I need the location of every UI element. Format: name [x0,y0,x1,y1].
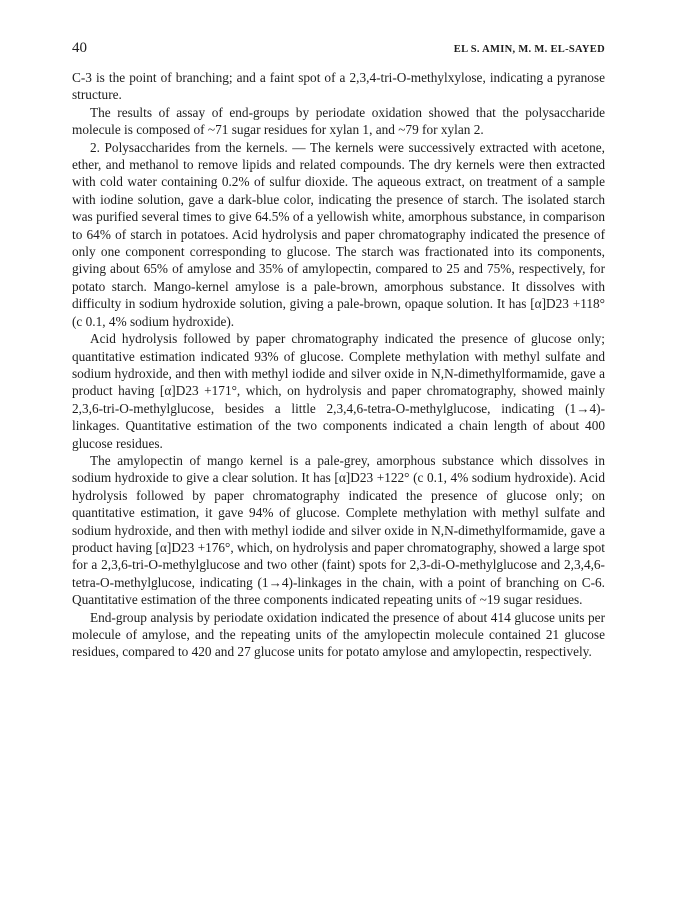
paragraph-continuation: C-3 is the point of branching; and a faint spot of a 2,3,4-tri-O-methylxylose, indicating a pyranose structure. [72,70,605,103]
paragraph-amylose-hydrolysis: Acid hydrolysis followed by paper chromatography indicated the presence of glucose only; quantitative estimation indicated 93% of glucose. Complete methylation with methyl sulfate and sodium hydroxide, and then with methyl iodide and silver oxide in N,N-dimethylformamide, gave a product having [α]D23 +171°, which, on hydrolysis and paper chromatography, showed mainly 2,3,6-tri-O-methylglucose, besides a little 2,3,4,6-tetra-O-methylglucose, indicating (1→4)-linkages. Quantitative estimation of the two components indicated a chain length of about 400 glucose residues. [72,331,605,451]
page-number: 40 [72,40,87,56]
running-head: EL S. AMIN, M. M. EL-SAYED [453,44,605,55]
paragraph-kernel-polysaccharides: 2. Polysaccharides from the kernels. — The kernels were successively extracted with acetone, ether, and methanol to remove lipids and related compounds. The dry kernels were then extracted with cold water containing 0.2% of sulfur dioxide. The aqueous extract, on treatment of a sample with iodine solution, gave a dark-blue color, indicating the presence of starch. The isolated starch was purified several times to give 64.5% of a yellowish white, amorphous substance, in comparison to 64% of starch in potatoes. Acid hydrolysis and paper chromatography indicated the presence of only one component corresponding to glucose. The starch was fractionated into its components, giving about 65% of amylose and 35% of amylopectin, compared to 25 and 75%, respectively, for potato starch. Mango-kernel amylose is a pale-brown, amorphous substance. It dissolves with difficulty in sodium hydroxide solution, giving a pale-brown, opaque solution. It has [α]D23 +118° (c 0.1, 4% sodium hydroxide). [72,139,605,329]
paragraph-end-group-analysis: End-group analysis by periodate oxidation indicated the presence of about 414 glucose units per molecule of amylose, and the repeating units of the amylopectin molecule contained 21 glucose residues, compared to 420 and 27 glucose units for potato amylose and amylopectin, respectively. [72,609,605,660]
paragraph-amylopectin: The amylopectin of mango kernel is a pale-grey, amorphous substance which dissolves in sodium hydroxide to give a clear solution. It has [α]D23 +122° (c 0.1, 4% sodium hydroxide). Acid hydrolysis followed by paper chromatography indicated the presence of glucose only; on quantitative estimation, it gave 94% of glucose. Complete methylation with methyl sulfate and sodium hydroxide, and then with methyl iodide and silver oxide in N,N-dimethylformamide, gave a product having [α]D23 +176°, which, on hydrolysis and paper chromatography, showed a large spot for a 2,3,6-tri-O-methylglucose and two other (faint) spots for 2,3-di-O-methylglucose and 2,3,4,6-tetra-O-methylglucose, indicating (1→4)-linkages in the chain, with a point of branching on C-6. Quantitative estimation of the three components indicated repeating units of ~19 sugar residues. [72,452,605,608]
paragraph-end-group-assay: The results of assay of end-groups by periodate oxidation showed that the polysaccharide molecule is composed of ~71 sugar residues for xylan 1, and ~79 for xylan 2. [72,104,605,138]
page-header [72,40,605,57]
page [72,40,605,661]
